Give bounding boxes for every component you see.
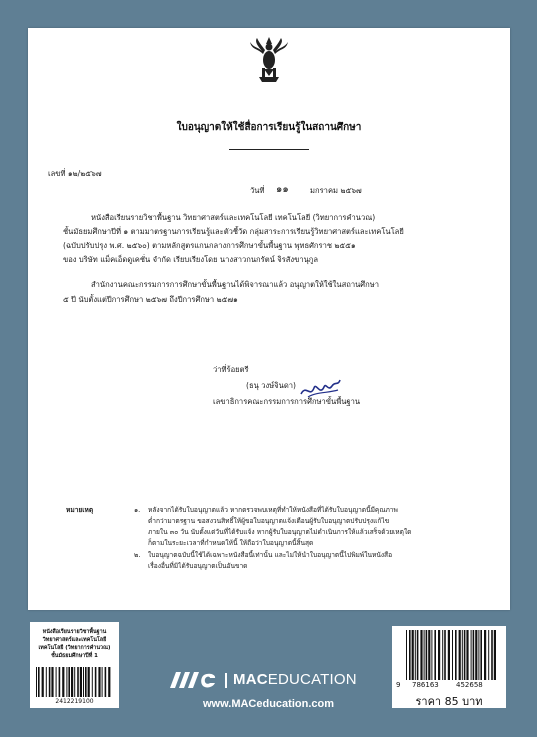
title-underline: [229, 149, 309, 150]
isbn-group-2: 452658: [456, 681, 483, 689]
book-info-label: [30, 622, 119, 708]
mac-logo-mark-icon: [170, 672, 216, 688]
isbn-prefix: 9: [396, 681, 401, 689]
note-2-number: ๒.: [134, 551, 141, 559]
note-1-line-2: ต่ำกว่ามาตรฐาน ขอสงวนสิทธิ์ให้ผู้ขอใบอนุญาตแจ้งเตือนผู้รับใบอนุญาตปรับปรุงแก้ไข: [148, 517, 390, 525]
label-line-3: เทคโนโลยี (วิทยาการคำนวณ): [38, 645, 111, 651]
approval-line-1: สำนักงานคณะกรรมการการศึกษาขั้นพื้นฐานได้พิจารณาแล้ว อนุญาตให้ใช้ในสถานศึกษา: [91, 280, 379, 289]
brand-part-bold: MAC: [233, 671, 268, 688]
garuda-emblem-icon: [249, 36, 289, 84]
date-month-year: มกราคม ๒๕๖๗: [310, 186, 362, 195]
publisher-logo: [170, 670, 400, 690]
signer-name: (ธนุ วงษ์จินดา): [246, 381, 296, 390]
signature-rank: ว่าที่ร้อยตรี: [213, 365, 249, 374]
book-price: ราคา 85 บาท: [415, 695, 483, 708]
notes-label: หมายเหตุ: [66, 506, 94, 514]
note-2-line-2: เรื่องอื่นที่มิได้รับอนุญาตเป็นอันขาด: [148, 562, 248, 570]
brand-part-light: EDUCATION: [267, 671, 357, 688]
isbn-group-1: 786163: [412, 681, 439, 689]
date-label: วันที่: [250, 186, 265, 195]
note-1-number: ๑.: [134, 506, 141, 514]
label-line-1: หนังสือเรียนรายวิชาพื้นฐาน: [42, 629, 107, 635]
body-line-2: ชั้นมัธยมศึกษาปีที่ ๑ ตามมาตรฐานการเรียนรู้และตัวชี้วัด กลุ่มสาระการเรียนรู้วิทยาศาสตร์และเทคโนโลยี: [63, 227, 404, 236]
reference-number: เลขที่ ๑๒/๒๕๖๗: [48, 169, 102, 178]
internal-barcode-number: 2412219100: [55, 698, 94, 705]
approval-line-2: ๕ ปี นับตั้งแต่ปีการศึกษา ๒๕๖๗ ถึงปีการศึกษา ๒๕๗๑: [63, 295, 238, 304]
license-document: [28, 28, 510, 610]
body-line-3: (ฉบับปรับปรุง พ.ศ. ๒๕๖๐) ตามหลักสูตรแกนกลางการศึกษาขั้นพื้นฐาน พุทธศักราช ๒๕๕๑: [63, 241, 356, 250]
license-title: ใบอนุญาตให้ใช้สื่อการเรียนรู้ในสถานศึกษา: [176, 122, 362, 133]
label-line-4: ชั้นมัธยมศึกษาปีที่ 1: [51, 653, 98, 659]
note-1-line-4: ก็ตามในระยะเวลาที่กำหนดให้นี้ ให้ถือว่าใบอนุญาตนี้สิ้นสุด: [148, 539, 314, 547]
body-line-4: ของ บริษัท แม็คเอ็ดดูเคชั่น จำกัด เรียบเรียงโดย นางสาวกนกรัตน์ จิรสังขานุกูล: [63, 255, 319, 264]
publisher-wordmark: [233, 671, 357, 688]
date-day: ๑๑: [276, 184, 289, 195]
note-2-line-1: ใบอนุญาตฉบับนี้ใช้ได้เฉพาะหนังสือนี้เท่านั้น และไม่ให้นำใบอนุญาตนี้ไปพิมพ์ในหนังสือ: [148, 551, 393, 559]
body-line-1: หนังสือเรียนรายวิชาพื้นฐาน วิทยาศาสตร์และเทคโนโลยี เทคโนโลยี (วิทยาการคำนวณ): [91, 213, 376, 222]
isbn-barcode-icon: [406, 630, 500, 680]
note-1-line-1: หลังจากได้รับใบอนุญาตแล้ว หากตรวจพบเหตุที่ทำให้หนังสือที่ได้รับใบอนุญาตนี้มีคุณภาพ: [148, 506, 398, 514]
isbn-label: [392, 626, 506, 708]
signer-position: เลขาธิการคณะกรรมการการศึกษาขั้นพื้นฐาน: [213, 397, 361, 406]
logo-divider: [225, 673, 227, 688]
label-line-2: วิทยาศาสตร์และเทคโนโลยี: [42, 637, 107, 643]
publisher-website: www.MACeducation.com: [203, 698, 334, 710]
internal-barcode-icon: [36, 667, 113, 697]
note-1-line-3: ภายใน ๓๐ วัน นับตั้งแต่วันที่ได้รับแจ้ง หากผู้รับใบอนุญาตไม่ดำเนินการให้แล้วเสร็จด้วยเหตุใด: [148, 528, 412, 536]
